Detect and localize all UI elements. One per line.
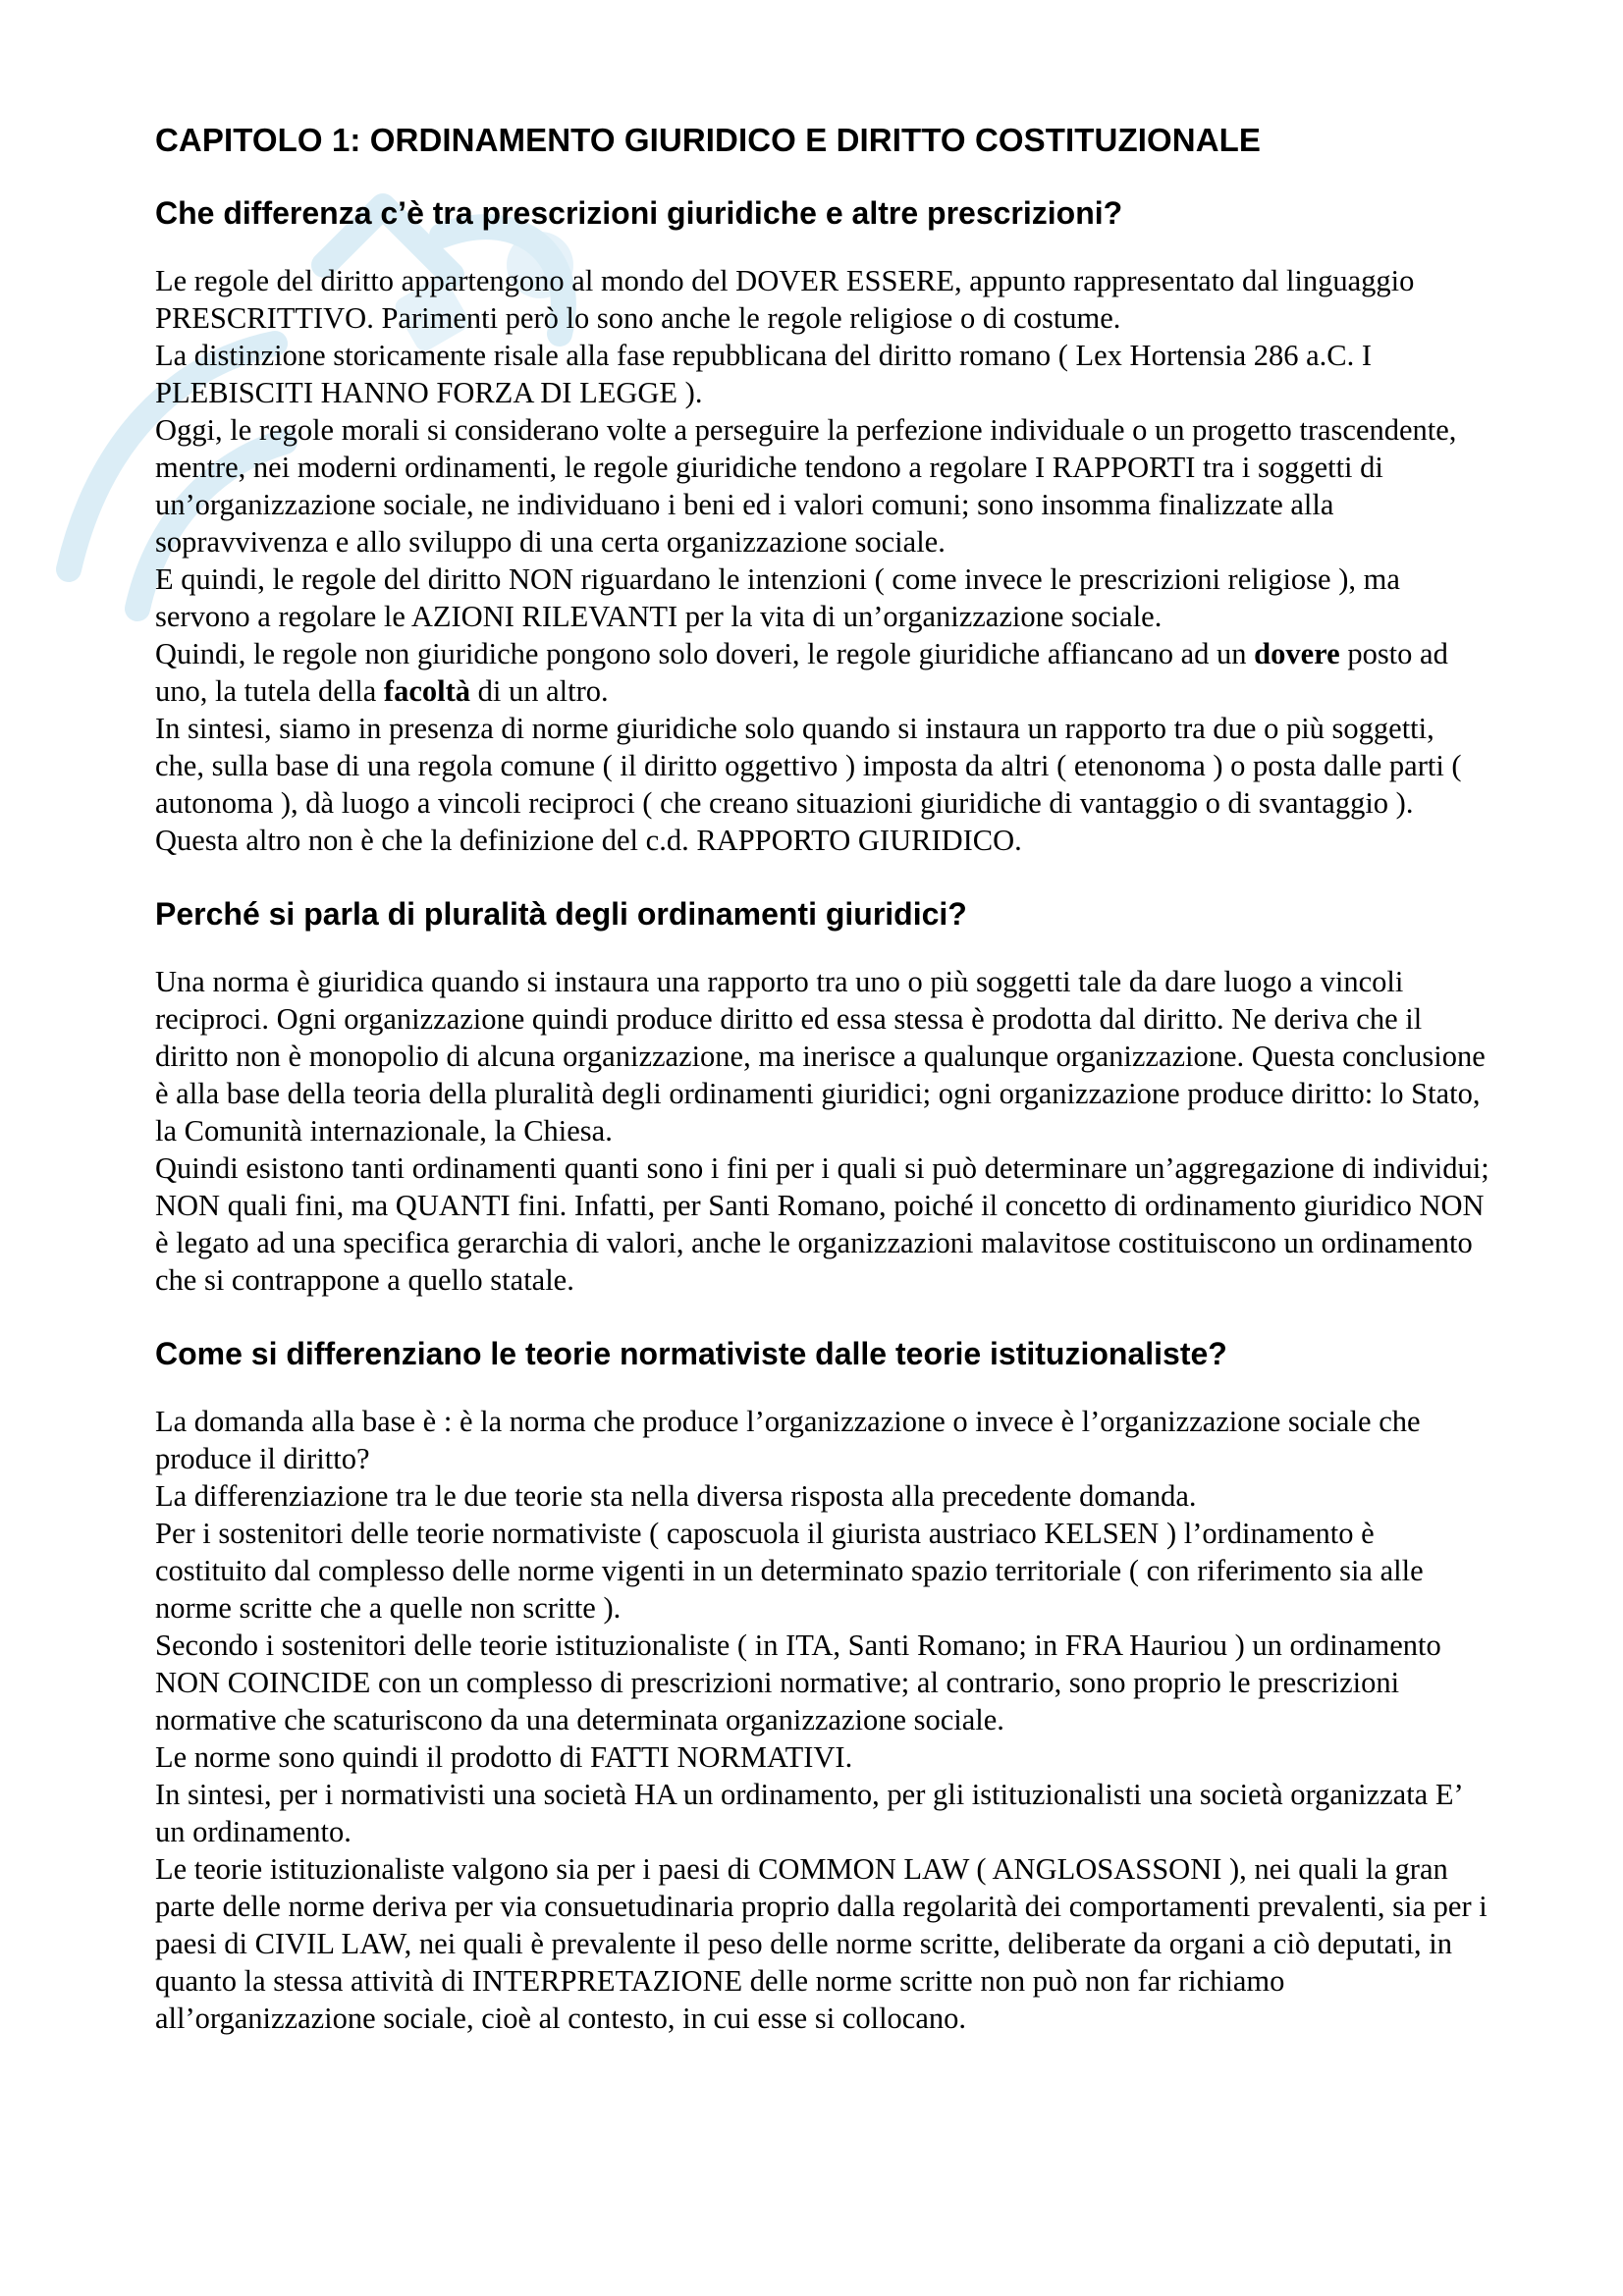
text-line: La domanda alla base è : è la norma che produce l’organizzazione o invece è l’organizzazione sociale che produce il diritto? (155, 1405, 1421, 1475)
section-heading: Che differenza c’è tra prescrizioni giuridiche e altre prescrizioni? (155, 195, 1123, 231)
text-line: Quindi esistono tanti ordinamenti quanti sono i fini per i quali si può determinare un’aggregazione di individui; NON quali fini, ma QUANTI fini. Infatti, per Santi Romano, poiché il concetto di ordinamento giuridico NON è legato ad una specifica gerarchia di valori, anche le organizzazioni malavitose costituiscono un ordinamento che si contrappone a quello statale. (155, 1151, 1489, 1297)
document-page (155, 121, 1490, 2072)
section-prescrizioni (155, 193, 1490, 859)
paragraph (155, 963, 1490, 1299)
text-line: Secondo i sostenitori delle teorie istituzionaliste ( in ITA, Santi Romano; in FRA Hauriou ) un ordinamento NON COINCIDE con un complesso di prescrizioni normative; al contrario, sono proprio le prescrizioni normative che scaturiscono da una determinata organizzazione sociale. (155, 1629, 1441, 1736)
chapter-title: CAPITOLO 1: ORDINAMENTO GIURIDICO E DIRITTO COSTITUZIONALE (155, 122, 1261, 158)
section-heading: Come si differenziano le teorie normativiste dalle teorie istituzionaliste? (155, 1336, 1227, 1371)
bold-term: facoltà (383, 674, 470, 708)
text-line: Quindi, le regole non giuridiche pongono solo doveri, le regole giuridiche affiancano ad un dovere posto ad uno, la tutela della facoltà di un altro. (155, 637, 1448, 708)
bold-term: dovere (1254, 637, 1340, 670)
section-teorie (155, 1334, 1490, 2037)
section-pluralita (155, 894, 1490, 1299)
text-line: E quindi, le regole del diritto NON riguardano le intenzioni ( come invece le prescrizioni religiose ), ma servono a regolare le AZIONI RILEVANTI per la vita di un’organizzazione sociale. (155, 562, 1400, 633)
text-line: Le teorie istituzionaliste valgono sia per i paesi di COMMON LAW ( ANGLOSASSONI ), nei quali la gran parte delle norme deriva per via consuetudinaria proprio dalla regolarità dei comportamenti prevalenti, sia per i paesi di CIVIL LAW, nei quali è prevalente il peso delle norme scritte, deliberate da organi a ciò deputati, in quanto la stessa attività di INTERPRETAZIONE delle norme scritte non può non far richiamo all’organizzazione sociale, cioè al contesto, in cui esse si collocano. (155, 1852, 1488, 2035)
text-line: Questa altro non è che la definizione del c.d. RAPPORTO GIURIDICO. (155, 824, 1022, 857)
text-line: La distinzione storicamente risale alla fase repubblicana del diritto romano ( Lex Hortensia 286 a.C. I PLEBISCITI HANNO FORZA DI LEGGE ). (155, 339, 1373, 409)
paragraph (155, 262, 1490, 859)
text-line: In sintesi, siamo in presenza di norme giuridiche solo quando si instaura un rapporto tra due o più soggetti, che, sulla base di una regola comune ( il diritto oggettivo ) imposta da altri ( etenonoma ) o posta dalle parti ( autonoma ), dà luogo a vincoli reciproci ( che creano situazioni giuridiche di vantaggio o di svantaggio ). (155, 712, 1462, 820)
text-line: La differenziazione tra le due teorie sta nella diversa risposta alla precedente domanda. (155, 1479, 1197, 1513)
text-line: Le norme sono quindi il prodotto di FATTI NORMATIVI. (155, 1740, 853, 1774)
text-line: Una norma è giuridica quando si instaura una rapporto tra uno o più soggetti tale da dare luogo a vincoli reciproci. Ogni organizzazione quindi produce diritto ed essa stessa è prodotta dal diritto. Ne deriva che il diritto non è monopolio di alcuna organizzazione, ma inerisce a qualunque organizzazione. Questa conclusione è alla base della teoria della pluralità degli ordinamenti giuridici; ogni organizzazione produce diritto: lo Stato, la Comunità internazionale, la Chiesa. (155, 965, 1486, 1148)
section-heading: Perché si parla di pluralità degli ordinamenti giuridici? (155, 896, 967, 932)
paragraph (155, 1403, 1490, 2037)
text-line: Le regole del diritto appartengono al mondo del DOVER ESSERE, appunto rappresentato dal linguaggio PRESCRITTIVO. Parimenti però lo sono anche le regole religiose o di costume. (155, 264, 1415, 335)
text-line: Per i sostenitori delle teorie normativiste ( caposcuola il giurista austriaco KELSEN ) l’ordinamento è costituito dal complesso delle norme vigenti in un determinato spazio territoriale ( con riferimento sia alle norme scritte che a quelle non scritte ). (155, 1517, 1424, 1625)
text-line: In sintesi, per i normativisti una società HA un ordinamento, per gli istituzionalisti una società organizzata E’ un ordinamento. (155, 1778, 1462, 1848)
text-line: Oggi, le regole morali si considerano volte a perseguire la perfezione individuale o un progetto trascendente, mentre, nei moderni ordinamenti, le regole giuridiche tendono a regolare I RAPPORTI tra i soggetti di un’organizzazione sociale, ne individuano i beni ed i valori comuni; sono insomma finalizzate alla sopravvivenza e allo sviluppo di una certa organizzazione sociale. (155, 413, 1457, 559)
